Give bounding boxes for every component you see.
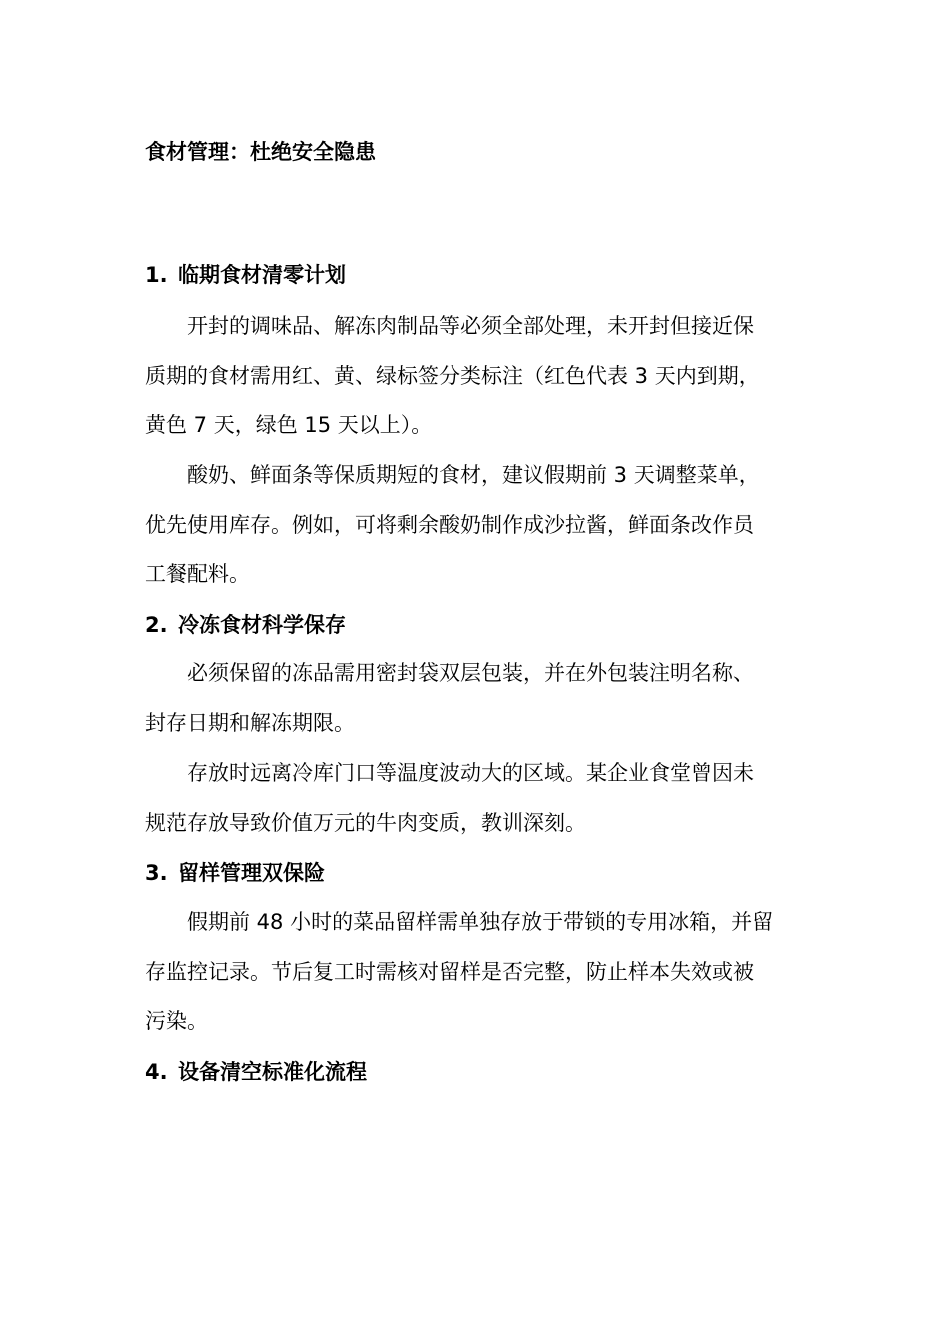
section-heading-text: 设备清空标准化流程 — [178, 1060, 367, 1084]
paragraph — [145, 898, 805, 1047]
paragraph-line: 封存日期和解冻期限。 — [145, 710, 355, 735]
section-heading-text: 冷冻食材科学保存 — [178, 613, 346, 637]
section-heading — [145, 855, 325, 891]
section-heading — [145, 257, 346, 293]
paragraph-line: 优先使用库存。例如，可将剩余酸奶制作成沙拉酱，鲜面条改作员 — [145, 512, 754, 537]
paragraph-line: 酸奶、鲜面条等保质期短的食材，建议假期前 3 天调整菜单， — [187, 463, 760, 487]
paragraph — [145, 649, 805, 748]
paragraph — [145, 749, 805, 848]
paragraph-line: 开封的调味品、解冻肉制品等必须全部处理，未开封但接近保 — [187, 314, 754, 338]
paragraph-line: 存放时远离冷库门口等温度波动大的区域。某企业食堂曾因未 — [187, 761, 754, 785]
section-number: 4. — [145, 1060, 168, 1084]
section-heading-text: 留样管理双保险 — [178, 861, 325, 885]
paragraph-line: 工餐配料。 — [145, 562, 250, 586]
section-number: 1. — [145, 263, 168, 287]
section-heading-text: 临期食材清零计划 — [178, 263, 346, 287]
section-heading — [145, 607, 346, 643]
document-title: 食材管理：杜绝安全隐患 — [145, 140, 376, 164]
paragraph-line: 污染。 — [145, 1009, 208, 1033]
paragraph-line: 存监控记录。节后复工时需核对留样是否完整，防止样本失效或被 — [145, 959, 754, 984]
paragraph — [145, 302, 805, 451]
paragraph-line: 假期前 48 小时的菜品留样需单独存放于带锁的专用冰箱，并留 — [187, 910, 774, 934]
section-number: 2. — [145, 613, 168, 637]
paragraph-line: 必须保留的冻品需用密封袋双层包装，并在外包装注明名称、 — [187, 661, 754, 685]
paragraph-line: 规范存放导致价值万元的牛肉变质，教训深刻。 — [145, 810, 586, 835]
paragraph — [145, 451, 805, 600]
section-heading — [145, 1054, 367, 1090]
section-number: 3. — [145, 861, 168, 885]
paragraph-line: 黄色 7 天，绿色 15 天以上）。 — [145, 413, 433, 437]
paragraph-line: 质期的食材需用红、黄、绿标签分类标注（红色代表 3 天内到期， — [145, 363, 760, 388]
